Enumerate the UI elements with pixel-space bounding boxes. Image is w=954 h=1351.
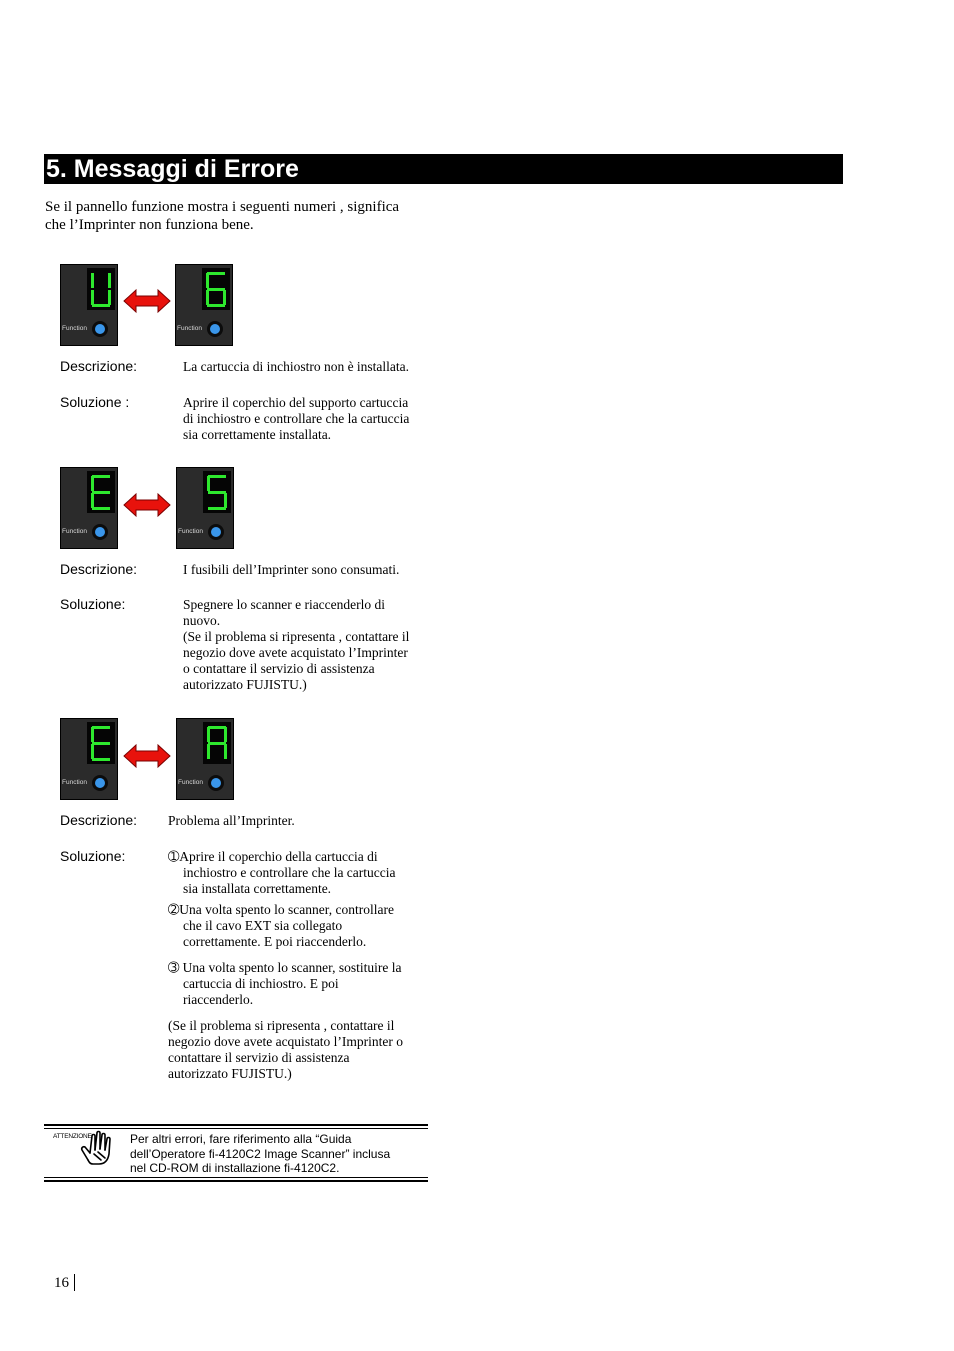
solution-label: Soluzione : xyxy=(60,394,130,410)
segment-c xyxy=(223,290,226,305)
solution-footer: (Se il problema si ripresenta , contattare il negozio dove avete acquistato l’Imprinter o contattare il servizio di assistenza autorizzato FUJISTU.) xyxy=(168,1018,404,1081)
note-top-rule xyxy=(44,1128,428,1129)
section-title: 5. Messaggi di Errore xyxy=(44,154,843,184)
solution-step: ➀Aprire il coperchio della cartuccia di inchiostro e controllare che la cartuccia sia installata correttamente. xyxy=(168,849,396,896)
segment-a xyxy=(92,726,110,729)
page-number: 16 xyxy=(54,1275,69,1291)
segment-display xyxy=(203,471,231,513)
function-button xyxy=(92,775,108,791)
description-label: Descrizione: xyxy=(60,812,138,828)
function-button xyxy=(92,524,108,540)
solution-step: ➂ Una volta spento lo scanner, sostituire la cartuccia di inchiostro. E poi riaccenderlo. xyxy=(168,960,402,1007)
function-label: Function xyxy=(62,325,87,332)
description-text: I fusibili dell’Imprinter sono consumati. xyxy=(183,562,400,577)
attention-label: ATTENZIONE xyxy=(53,1133,92,1140)
segment-e xyxy=(91,290,94,305)
function-button xyxy=(207,321,223,337)
function-button xyxy=(208,524,224,540)
function-label: Function xyxy=(62,779,87,786)
segment-f xyxy=(207,727,210,742)
page-number-divider xyxy=(74,1274,75,1291)
segment-d xyxy=(92,507,110,510)
function-label: Function xyxy=(178,528,203,535)
intro-text: Se il pannello funzione mostra i seguenti numeri , significa che l’Imprinter non funziona bene. xyxy=(45,199,400,233)
segment-display xyxy=(202,268,230,310)
segment-f xyxy=(207,476,210,491)
segment-g xyxy=(208,491,226,494)
segment-g xyxy=(92,491,110,494)
segment-display xyxy=(87,722,115,764)
function-label: Function xyxy=(178,779,203,786)
function-panel xyxy=(176,718,234,800)
double-arrow-icon xyxy=(123,288,171,314)
segment-d xyxy=(208,507,226,510)
segment-display xyxy=(87,268,115,310)
segment-f xyxy=(206,273,209,288)
description-label: Descrizione: xyxy=(60,561,138,577)
hand-attention-icon xyxy=(78,1130,116,1166)
segment-a xyxy=(92,475,110,478)
function-panel xyxy=(60,467,118,549)
segment-e xyxy=(91,493,94,508)
segment-d xyxy=(92,304,110,307)
double-arrow-icon xyxy=(123,492,171,518)
description-text: La cartuccia di inchiostro non è installata. xyxy=(183,359,410,374)
function-panel xyxy=(60,718,118,800)
function-panel xyxy=(60,264,118,346)
function-button xyxy=(92,321,108,337)
segment-display xyxy=(203,722,231,764)
segment-g xyxy=(92,742,110,745)
solution-step: ➁Una volta spento lo scanner, controllare che il cavo EXT sia collegato correttamente. E poi riaccenderlo. xyxy=(168,902,394,949)
solution-text: Aprire il coperchio del supporto cartuccia di inchiostro e controllare che la cartuccia sia correttamente installata. xyxy=(183,395,410,442)
segment-c xyxy=(224,744,227,759)
solution-label: Soluzione: xyxy=(60,848,126,864)
segment-c xyxy=(224,493,227,508)
function-label: Function xyxy=(177,325,202,332)
segment-d xyxy=(92,758,110,761)
segment-c xyxy=(108,290,111,305)
function-panel xyxy=(175,264,233,346)
double-arrow-icon xyxy=(123,743,171,769)
segment-a xyxy=(208,475,226,478)
note-bottom-rule xyxy=(44,1180,428,1182)
segment-a xyxy=(207,272,225,275)
segment-e xyxy=(91,744,94,759)
note-text: Per altri errori, fare riferimento alla “Guida dell’Operatore fi-4120C2 Image Scanner” inclusa nel CD-ROM di installazione fi-4120C2. xyxy=(130,1132,391,1175)
segment-g xyxy=(208,742,226,745)
segment-e xyxy=(207,744,210,759)
segment-g xyxy=(207,288,225,291)
segment-e xyxy=(206,290,209,305)
segment-f xyxy=(91,727,94,742)
description-text: Problema all’Imprinter. xyxy=(168,813,295,828)
description-label: Descrizione: xyxy=(60,358,138,374)
segment-d xyxy=(207,304,225,307)
function-label: Function xyxy=(62,528,87,535)
segment-f xyxy=(91,476,94,491)
note-bottom-rule xyxy=(44,1177,428,1178)
function-button xyxy=(208,775,224,791)
segment-display xyxy=(87,471,115,513)
note-top-rule xyxy=(44,1124,428,1126)
segment-b xyxy=(108,273,111,288)
segment-f xyxy=(91,273,94,288)
solution-label: Soluzione: xyxy=(60,596,126,612)
segment-b xyxy=(224,727,227,742)
function-panel xyxy=(176,467,234,549)
solution-text: Spegnere lo scanner e riaccenderlo di nuovo. (Se il problema si ripresenta , contattare il negozio dove avete acquistato l’Imprinter o contattare il servizio di assistenza autorizzato FUJISTU.) xyxy=(183,597,410,692)
